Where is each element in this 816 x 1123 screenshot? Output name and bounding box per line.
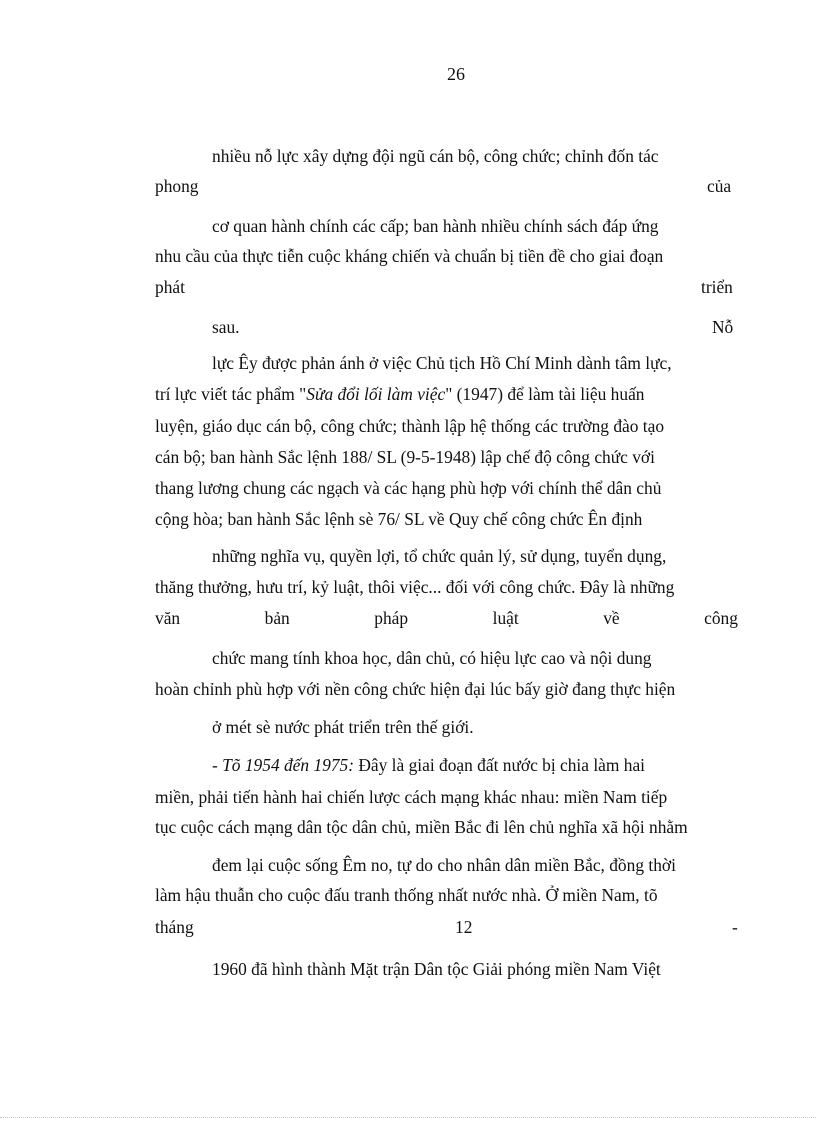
text-line: của [707,176,732,196]
text-segment: trí lực viết tác phẩm " [155,384,307,404]
word: luật [492,608,519,628]
text-line: 12 [455,917,473,937]
text-line [155,383,645,405]
text-line: thang lương chung các ngạch và các hạng phù hợp với chính thể dân chủ [155,478,662,498]
book-title: Sửa đổi lối làm việc [306,384,446,404]
text-line [155,607,738,629]
text-segment: Đây là giai đoạn đất nước bị chia làm hai [354,755,645,775]
text-line: tháng [155,917,194,937]
text-line: làm hậu thuẫn cho cuộc đấu tranh thống nhất nước nhà. Ở miền Nam, tõ [155,885,658,905]
text-line: chức mang tính khoa học, dân chủ, có hiệu lực cao và nội dung [212,648,652,668]
text-line [212,754,645,776]
text-line: nhiều nỗ lực xây dựng đội ngũ cán bộ, công chức; chỉnh đốn tác [212,146,659,166]
text-line: tục cuộc cách mạng dân tộc dân chủ, miền Bắc đi lên chủ nghĩa xã hội nhằm [155,817,688,837]
text-line: - [732,917,738,937]
word: bản [264,608,290,628]
word: pháp [374,608,409,628]
word: về [603,608,620,628]
text-line: cơ quan hành chính các cấp; ban hành nhiều chính sách đáp ứng [212,216,659,236]
text-line: ở mét sè nước phát triển trên thế giới. [212,717,474,737]
text-line: nhu cầu của thực tiễn cuộc kháng chiến và chuẩn bị tiền đề cho giai đoạn [155,246,664,266]
text-line: những nghĩa vụ, quyền lợi, tổ chức quản lý, sử dụng, tuyển dụng, [212,546,667,566]
text-line: thăng thưởng, hưu trí, kỷ luật, thôi việc... đối với công chức. Đây là những [155,577,675,597]
text-line: triển [701,277,733,297]
text-line: phong [155,176,199,196]
text-line: Nỗ [712,317,734,337]
word: văn [155,608,181,628]
page-bottom-divider [0,1117,816,1118]
word: công [704,608,738,628]
text-line: phát [155,277,185,297]
text-line: luyện, giáo dục cán bộ, công chức; thành lập hệ thống các trường đào tạo [155,416,665,436]
text-line: 1960 đã hình thành Mặt trận Dân tộc Giải phóng miền Nam Việt [212,959,661,979]
section-heading: - Tõ 1954 đến 1975: [212,755,355,775]
text-line: sau. [212,317,240,337]
text-line: hoàn chỉnh phù hợp với nền công chức hiện đại lúc bấy giờ đang thực hiện [155,679,676,699]
text-line: miền, phải tiến hành hai chiến lược cách mạng khác nhau: miền Nam tiếp [155,787,668,807]
page-number: 26 [447,64,465,84]
text-line: đem lại cuộc sống Êm no, tự do cho nhân dân miền Bắc, đồng thời [212,855,676,875]
text-line: cộng hòa; ban hành Sắc lệnh sè 76/ SL về Quy chế công chức Ên định [155,509,643,529]
text-line: cán bộ; ban hành Sắc lệnh 188/ SL (9-5-1948) lập chế độ công chức với [155,447,655,467]
text-line: lực Êy được phản ánh ở việc Chủ tịch Hồ Chí Minh dành tâm lực, [212,353,672,373]
text-segment: " (1947) để làm tài liệu huấn [445,384,645,404]
